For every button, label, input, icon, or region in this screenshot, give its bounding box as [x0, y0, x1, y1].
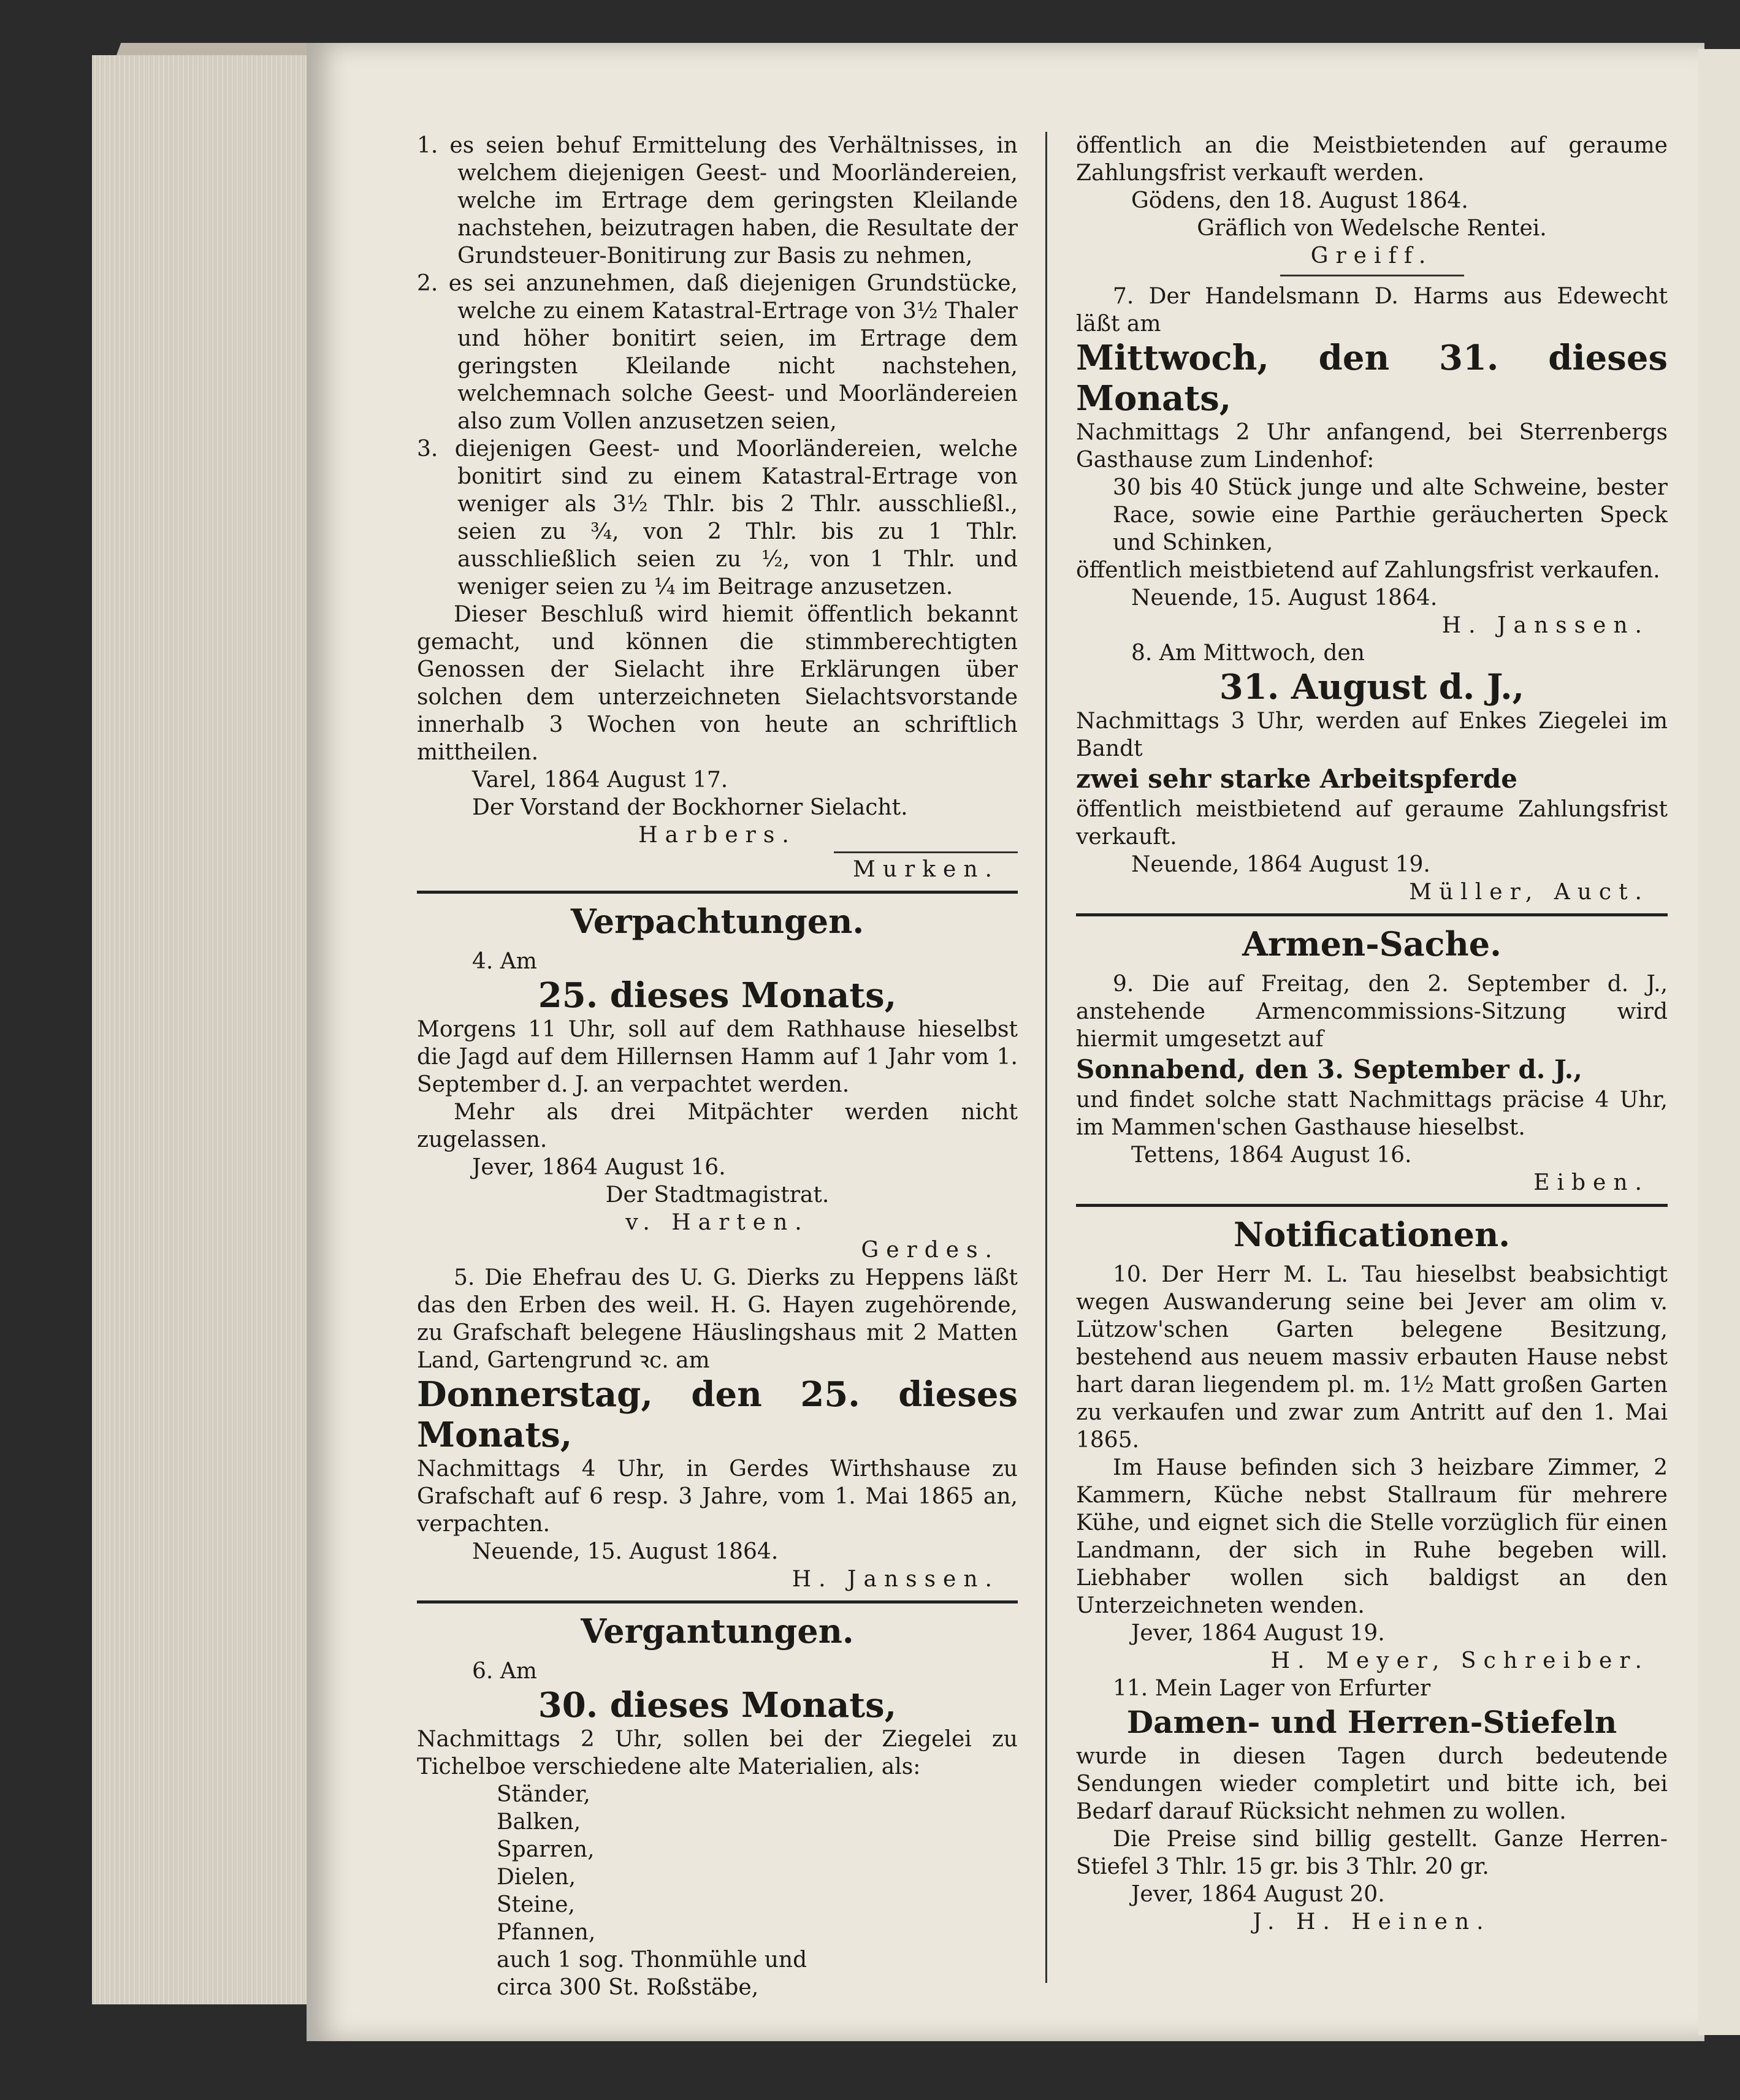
section-rule	[1076, 1204, 1668, 1207]
beschluss-paragraph: Dieser Beschluß wird hiemit öffentlich bekannt gemacht, und können die stimmberechtigten Genossen der Sielacht ihre Erklärungen über solchen dem unterzeichneten Sielachtsvorstande innerhalb 3 Wochen von heute an schriftlich mittheilen.	[417, 602, 1018, 765]
notice-7-text: Nachmittags 2 Uhr anfangend, bei Sterrenbergs Gasthause zum Lindenhof:	[1076, 420, 1668, 473]
notice-8-text-2: öffentlich meistbietend auf geraume Zahlungsfrist verkauft.	[1076, 797, 1668, 850]
notice-7-items: 30 bis 40 Stück junge und alte Schweine, bester Race, sowie eine Parthie geräucherten Speck und Schinken,	[1113, 475, 1668, 555]
signature-heinen: J. H. Heinen.	[1253, 1909, 1491, 1935]
notice-7-lead: 7. Der Handelsmann D. Harms aus Edewecht läßt am	[1076, 284, 1668, 337]
vorstand-line: Der Vorstand der Bockhorner Sielacht.	[472, 795, 908, 820]
material-item: Ständer,	[497, 1782, 590, 1807]
column-rule	[1045, 132, 1047, 1983]
notice-7-text-2: öffentlich meistbietend auf Zahlungsfrist verkaufen.	[1076, 558, 1660, 583]
notice-8-text: Nachmittags 3 Uhr, werden auf Enkes Ziegelei im Bandt	[1076, 709, 1668, 761]
signature-janssen-2: H. Janssen.	[1441, 613, 1649, 638]
signature-janssen-1: H. Janssen.	[792, 1567, 999, 1592]
section-title-notificationen: Notificationen.	[1233, 1215, 1511, 1254]
stadtmagistrat-line: Der Stadtmagistrat.	[605, 1182, 830, 1208]
notice-9-text-2: und findet solche statt Nachmittags präcise 4 Uhr, im Mammen'schen Gasthause hieselbst.	[1076, 1087, 1668, 1140]
notice-11-text: wurde in diesen Tagen durch bedeutende Sendungen wieder completirt und bitte ich, bei Bedarf darauf Rücksicht nehmen zu wollen.	[1076, 1744, 1668, 1824]
section-title-vergantungen: Vergantungen.	[581, 1611, 854, 1651]
section-rule	[1076, 913, 1668, 916]
book-page-edges	[92, 55, 313, 2004]
continuation-text: öffentlich an die Meistbietenden auf geraume Zahlungsfrist verkauft werden.	[1076, 133, 1668, 186]
date-jever-3: Jever, 1864 August 20.	[1131, 1882, 1385, 1907]
signature-rule	[1280, 275, 1464, 276]
material-item: auch 1 sog. Thonmühle und	[497, 1947, 807, 1973]
signature-murken: Murken.	[852, 857, 999, 882]
notice-8-date: 31. August d. J.,	[1219, 667, 1525, 707]
signature-greiff: Greiff.	[1310, 243, 1433, 268]
notice-11-lead: 11. Mein Lager von Erfurter	[1113, 1676, 1431, 1701]
signature-eiben: Eiben.	[1533, 1170, 1649, 1195]
notice-4-text: Morgens 11 Uhr, soll auf dem Rathhause hieselbst die Jagd auf dem Hillernsen Hamm auf 1 Jahr vom 1. September d. J. an verpachtet werden.	[417, 1017, 1018, 1097]
notice-8-bold: zwei sehr starke Arbeitspferde	[1076, 764, 1517, 794]
notice-4-date: 25. dieses Monats,	[538, 975, 897, 1016]
section-title-verpachtungen: Verpachtungen.	[570, 902, 864, 941]
notice-11-title: Damen- und Herren-Stiefeln	[1126, 1704, 1617, 1740]
material-item: Sparren,	[497, 1837, 595, 1862]
date-jever-1: Jever, 1864 August 16.	[472, 1155, 726, 1180]
notice-10-text: 10. Der Herr M. L. Tau hieselbst beabsichtigt wegen Auswanderung seine bei Jever am olim v. Lützow'schen Garten belegene Besitzung, bestehend aus neuem massiv erbauten Hause nebst hart daran liegendem pl. m. 1½ Matt großen Garten zu verkaufen und zwar zum Antritt auf den 1. Mai 1865.	[1076, 1262, 1668, 1453]
date-neuende-3: Neuende, 1864 August 19.	[1131, 852, 1430, 877]
material-item: Dielen,	[497, 1865, 576, 1890]
notice-10-text-2: Im Hause befinden sich 3 heizbare Zimmer, 2 Kammern, Küche nebst Stallraum für mehrere Kühe, und eignet sich die Stelle vorzüglich für einen Landmann, der sich in Ruhe begeben will. Liebhaber wollen sich baldigst an den Unterzeichneten wenden.	[1076, 1455, 1668, 1618]
material-item: Pfannen,	[497, 1920, 596, 1945]
signature-meyer: H. Meyer, Schreiber.	[1270, 1648, 1649, 1673]
notice-5-text: 5. Die Ehefrau des U. G. Dierks zu Heppens läßt das den Erben des weil. H. G. Hayen zugehörende, zu Grafschaft belegene Häuslingshaus mit 2 Matten Land, Gartengrund ꝛc. am	[417, 1265, 1018, 1373]
item-3: 3. diejenigen Geest- und Moorländereien, welche bonitirt sind zu einem Katastral-Ertrage von weniger als 3½ Thlr. bis 2 Thlr. ausschließl., seien zu ¾, von 2 Thlr. bis zu 1 Thlr. ausschließlich seien zu ½, von 1 Thlr. und weniger seien zu ¼ im Beitrage anzusetzen.	[417, 436, 1018, 599]
date-neuende-2: Neuende, 15. August 1864.	[1131, 585, 1438, 611]
item-1: 1. es seien behuf Ermittelung des Verhältnisses, in welchem diejenigen Geest- und Moorländereien, welche im Ertrage dem geringsten Kleilande nachstehen, beizutragen haben, die Resultate der Grundsteuer-Bonitirung zur Basis zu nehmen,	[417, 133, 1018, 268]
signature-harbers: Harbers.	[638, 823, 796, 848]
date-goedens: Gödens, den 18. August 1864.	[1131, 188, 1468, 213]
date-tettens: Tettens, 1864 August 16.	[1131, 1143, 1412, 1168]
notice-6-text: Nachmittags 2 Uhr, sollen bei der Ziegelei zu Tichelboe verschiedene alte Materialien, als:	[417, 1727, 1018, 1779]
notice-5-text-2: Nachmittags 4 Uhr, in Gerdes Wirthshause zu Grafschaft auf 6 resp. 3 Jahre, vom 1. Mai 1865 an, verpachten.	[417, 1456, 1018, 1537]
section-rule	[417, 1600, 1018, 1604]
signature-mueller: Müller, Auct.	[1409, 880, 1649, 905]
signature-gerdes: Gerdes.	[861, 1238, 999, 1263]
notice-11-text-2: Die Preise sind billig gestellt. Ganze Herren-Stiefel 3 Thlr. 15 gr. bis 3 Thlr. 20 gr.	[1076, 1827, 1668, 1879]
section-rule	[417, 891, 1018, 894]
next-page-edge	[1698, 49, 1740, 2035]
notice-7-date: Mittwoch, den 31. dieses Monats,	[1076, 338, 1668, 419]
rentei-line: Gräflich von Wedelsche Rentei.	[1197, 216, 1547, 241]
notice-4-note: Mehr als drei Mitpächter werden nicht zugelassen.	[417, 1100, 1018, 1152]
section-title-armen-sache: Armen-Sache.	[1242, 924, 1502, 964]
material-item: circa 300 St. Roßstäbe,	[497, 1975, 759, 2000]
left-column	[417, 132, 1018, 2001]
notice-8-lead: 8. Am Mittwoch, den	[1131, 641, 1365, 666]
date-neuende-1: Neuende, 15. August 1864.	[472, 1539, 779, 1564]
notice-5-date: Donnerstag, den 25. dieses Monats,	[417, 1374, 1018, 1455]
notice-9-bold: Sonnabend, den 3. September d. J.,	[1076, 1054, 1582, 1084]
material-item: Balken,	[497, 1809, 581, 1835]
date-varel: Varel, 1864 August 17.	[472, 767, 728, 793]
signature-rule	[834, 851, 1018, 853]
notice-6-date: 30. dieses Monats,	[538, 1685, 897, 1725]
notice-9-text: 9. Die auf Freitag, den 2. September d. J., anstehende Armencommissions-Sitzung wird hiermit umgesetzt auf	[1076, 972, 1668, 1052]
date-jever-2: Jever, 1864 August 19.	[1131, 1621, 1385, 1646]
signature-harten: v. Harten.	[625, 1210, 809, 1235]
notice-4-lead: 4. Am	[472, 949, 537, 974]
notice-6-lead: 6. Am	[472, 1659, 537, 1684]
right-column	[1076, 132, 1668, 1936]
material-item: Steine,	[497, 1892, 575, 1917]
item-2: 2. es sei anzunehmen, daß diejenigen Grundstücke, welche zu einem Katastral-Ertrage von 3½ Thaler und höher bonitirt seien, im Ertrage dem geringsten Kleilande nicht nachstehen, welchemnach solche Geest- und Moorländereien also zum Vollen anzusetzen seien,	[417, 271, 1018, 434]
